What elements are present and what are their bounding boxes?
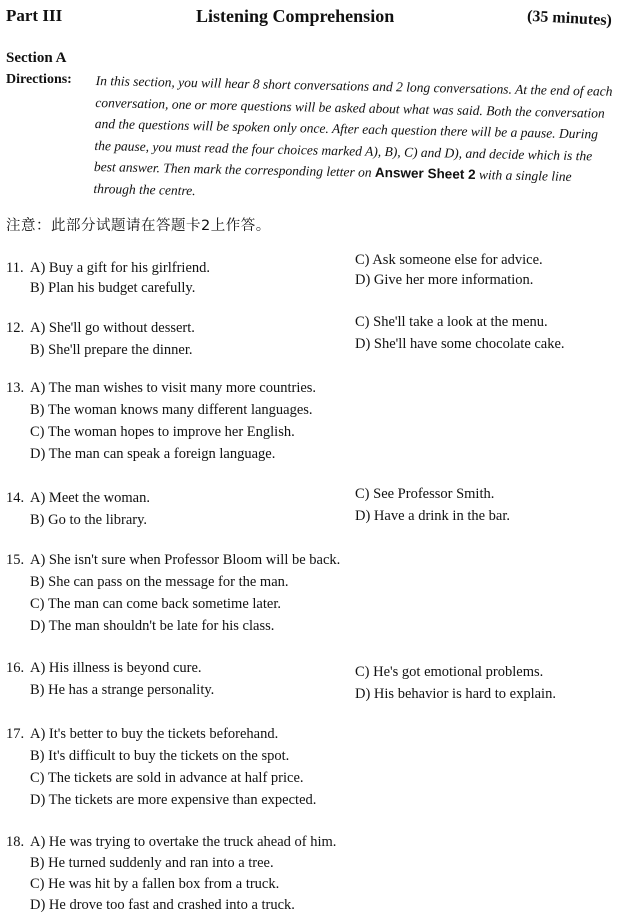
- page-title: Listening Comprehension: [196, 6, 395, 26]
- option-d: D) Give her more information.: [355, 272, 534, 288]
- option-a: 13. A) The man wishes to visit many more countries.: [6, 380, 317, 396]
- option-b: B) Plan his budget carefully.: [30, 280, 196, 296]
- option-b: B) She'll prepare the dinner.: [30, 342, 193, 358]
- question-number: 13.: [6, 380, 25, 396]
- question-number: 14.: [6, 490, 25, 506]
- option-b: B) He turned suddenly and ran into a tree.: [30, 855, 274, 871]
- directions-tail: with a single line through the centre.: [93, 167, 572, 198]
- question-number: 17.: [6, 726, 25, 742]
- question-number: 16.: [6, 660, 25, 676]
- page-header: [6, 6, 612, 36]
- option-d: D) Have a drink in the bar.: [355, 508, 511, 524]
- option-d: D) She'll have some chocolate cake.: [355, 336, 565, 352]
- option-b: B) She can pass on the message for the man.: [30, 574, 289, 590]
- option-c: C) She'll take a look at the menu.: [355, 314, 548, 330]
- option-c: C) He was hit by a fallen box from a truck.: [30, 876, 280, 892]
- option-a: 17. A) It's better to buy the tickets beforehand.: [6, 726, 279, 742]
- option-c: C) Ask someone else for advice.: [355, 252, 543, 268]
- option-b: B) He has a strange personality.: [30, 682, 215, 698]
- option-d: D) The man can speak a foreign language.: [30, 446, 276, 462]
- option-c: C) He's got emotional problems.: [355, 664, 544, 680]
- time-limit: (35 minutes): [526, 7, 613, 30]
- option-d: D) The tickets are more expensive than expected.: [30, 792, 317, 808]
- option-a: 14. A) Meet the woman.: [6, 490, 150, 506]
- option-c: C) The tickets are sold in advance at half price.: [30, 770, 304, 786]
- part-label: Part III: [6, 6, 63, 25]
- option-d: D) He drove too fast and crashed into a truck.: [30, 897, 295, 913]
- answer-note: 注意：此部分试题请在答题卡2上作答。: [6, 218, 271, 234]
- option-a: 11. A) Buy a gift for his girlfriend.: [6, 260, 211, 276]
- option-a: 16. A) His illness is beyond cure.: [6, 660, 202, 676]
- option-a: 18. A) He was trying to overtake the truck ahead of him.: [6, 834, 337, 850]
- question-number: 18.: [6, 834, 25, 850]
- directions-text: [93, 70, 618, 210]
- directions-label: Directions:: [6, 72, 72, 87]
- option-b: B) The woman knows many different languages.: [30, 402, 313, 418]
- option-b: B) Go to the library.: [30, 512, 148, 528]
- option-a: 15. A) She isn't sure when Professor Bloom will be back.: [6, 552, 341, 568]
- question-number: 12.: [6, 320, 25, 336]
- option-d: D) His behavior is hard to explain.: [355, 686, 556, 702]
- question-number: 11.: [6, 260, 24, 276]
- option-a: 12. A) She'll go without dessert.: [6, 320, 195, 336]
- option-c: C) The man can come back sometime later.: [30, 596, 281, 612]
- option-c: C) See Professor Smith.: [355, 486, 495, 502]
- option-c: C) The woman hopes to improve her English.: [30, 424, 295, 440]
- section-title: Section A: [6, 50, 67, 66]
- option-b: B) It's difficult to buy the tickets on the spot.: [30, 748, 290, 764]
- directions-body: In this section, you will hear 8 short conversations and 2 long conversations. At the end of each conversation, one or more questions will be asked about what was said. Both the conversation and the questions will be spoken only once. After each question there will be a pause. During the pause, you must read the four choices marked A), B), C) and D), and decide which is the best answer. Then mark the corresponding letter on: [93, 72, 613, 180]
- question-number: 15.: [6, 552, 25, 568]
- answer-sheet-ref: Answer Sheet 2: [374, 164, 476, 182]
- option-d: D) The man shouldn't be late for his class.: [30, 618, 275, 634]
